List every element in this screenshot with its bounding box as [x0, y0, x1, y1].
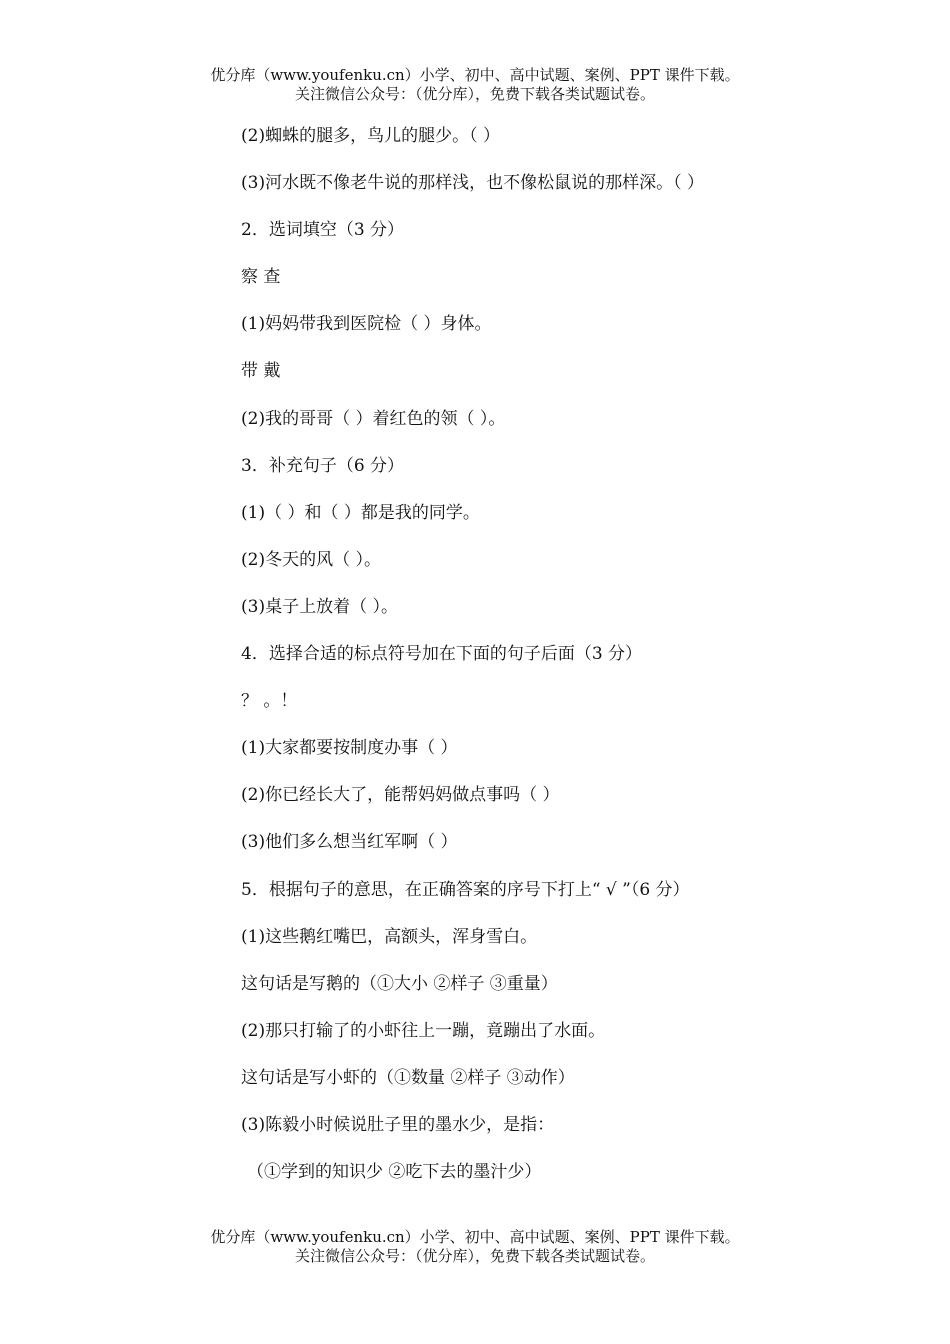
footer-line-1: 优分库（www.youfenku.cn）小学、初中、高中试题、案例、PPT 课件下载。	[210, 1228, 740, 1246]
question-line: (1)大家都要按制度办事（ ）	[241, 738, 458, 759]
word-choices: 带 戴	[241, 361, 281, 382]
question-line: (3)河水既不像老牛说的那样浅，也不像松鼠说的那样深。（ ）	[241, 173, 704, 194]
question-line: (1)妈妈带我到医院检（ ）身体。	[241, 314, 492, 335]
answer-options: （①学到的知识少 ②吃下去的墨汁少）	[247, 1162, 542, 1183]
section-heading: 4．选择合适的标点符号加在下面的句子后面（3 分）	[241, 644, 643, 665]
question-line: (2)冬天的风（ ）。	[241, 549, 381, 570]
question-line: (2)我的哥哥（ ）着红色的领（ ）。	[241, 408, 506, 429]
section-heading: 5．根据句子的意思，在正确答案的序号下打上“ √ ”（6 分）	[241, 879, 690, 900]
question-line: (2)那只打输了的小虾往上一蹦，竟蹦出了水面。	[241, 1020, 606, 1041]
punctuation-choices: ？ 。！	[241, 691, 298, 712]
question-line: (1)这些鹅红嘴巴，高额头，浑身雪白。	[241, 926, 538, 947]
footer-line-2: 关注微信公众号：（优分库），免费下载各类试题试卷。	[294, 1247, 655, 1265]
question-line: (2)蜘蛛的腿多，鸟儿的腿少。（ ）	[241, 126, 500, 146]
question-line: (1)（ ）和（ ）都是我的同学。	[241, 502, 480, 523]
page-footer	[0, 1228, 950, 1266]
question-line: (2)你已经长大了，能帮妈妈做点事吗（ ）	[241, 785, 560, 806]
question-line: (3)桌子上放着（ ）。	[241, 596, 398, 617]
section-heading: 2．选词填空（3 分）	[241, 220, 405, 241]
answer-options: 这句话是写鹅的（①大小 ②样子 ③重量）	[241, 973, 558, 994]
question-line: (3)他们多么想当红军啊（ ）	[241, 832, 458, 853]
question-line: (3)陈毅小时候说肚子里的墨水少，是指：	[241, 1114, 555, 1135]
word-choices: 察 查	[241, 267, 281, 288]
document-body	[241, 124, 881, 1207]
page-header	[0, 66, 950, 104]
section-heading: 3．补充句子（6 分）	[241, 455, 405, 476]
answer-options: 这句话是写小虾的（①数量 ②样子 ③动作）	[241, 1067, 575, 1088]
header-line-2: 关注微信公众号：（优分库），免费下载各类试题试卷。	[294, 85, 655, 103]
header-line-1: 优分库（www.youfenku.cn）小学、初中、高中试题、案例、PPT 课件下载。	[210, 66, 740, 84]
